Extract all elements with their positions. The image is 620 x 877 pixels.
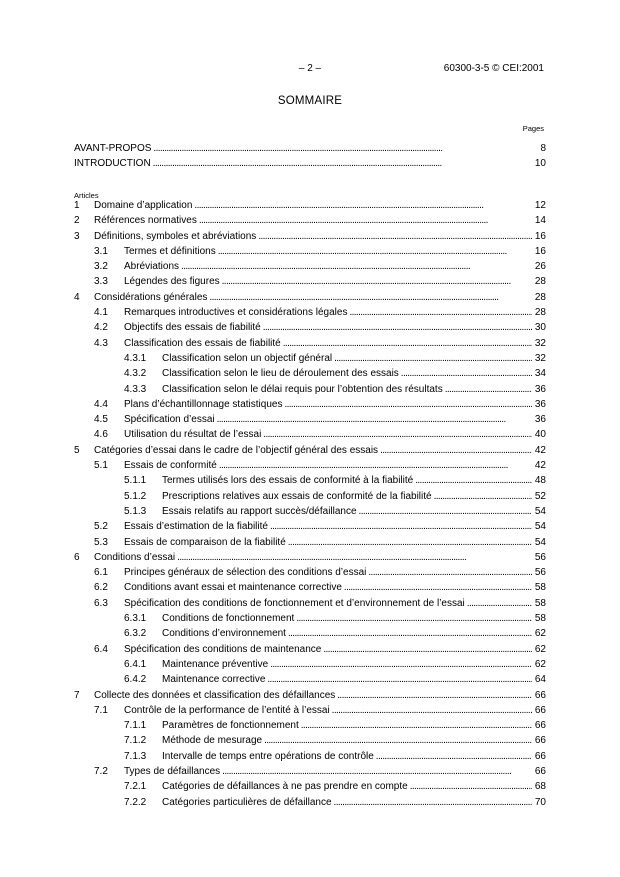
toc-entry-page: 30: [534, 322, 546, 334]
toc-entry[interactable]: [74, 751, 546, 766]
toc-entry[interactable]: [74, 353, 546, 368]
toc-entry-page: 70: [534, 796, 546, 808]
toc-entry-title: Catégories de défaillances à ne pas prendre en compte: [162, 781, 408, 793]
toc-entry-page: 56: [534, 567, 546, 579]
toc-entry[interactable]: [74, 781, 546, 796]
toc-entry-number: 4: [74, 291, 80, 303]
toc-entry[interactable]: [74, 644, 546, 659]
toc-entry-number: 5: [74, 444, 80, 456]
toc-entry-page: 64: [534, 674, 546, 686]
toc-entry-number: 3.1: [94, 245, 108, 257]
toc-entry[interactable]: [74, 690, 546, 705]
toc-entry-title: Conditions de fonctionnement: [162, 613, 295, 625]
toc-entry[interactable]: [74, 158, 546, 173]
toc-entry-number: 3: [74, 230, 80, 242]
toc-entry-page: 8: [540, 143, 546, 154]
toc-entry-number: 5.3: [94, 536, 108, 548]
toc-entry-page: 56: [534, 551, 546, 563]
toc-entry-page: 54: [534, 521, 546, 533]
toc-entry-page: 10: [534, 158, 546, 170]
toc-entry-number: 6.4.1: [124, 658, 147, 670]
toc-entry-title: Remarques introductives et considérations légales: [124, 307, 348, 319]
toc-entry-page: 54: [534, 536, 546, 548]
toc-entry[interactable]: [74, 231, 546, 246]
page-title: SOMMAIRE: [277, 95, 343, 107]
toc-entry-number: 4.1: [94, 307, 108, 319]
pages-column-label: Pages: [522, 124, 544, 133]
toc-entry[interactable]: [74, 307, 546, 322]
toc-entry-title: Spécification des conditions de fonctionnement et d’environnement de l’essai: [124, 597, 465, 609]
toc-entry-number: 6.2: [94, 582, 108, 594]
toc-entry-title: Prescriptions relatives aux essais de conformité de la fiabilité: [162, 490, 432, 502]
toc-entry[interactable]: [74, 261, 546, 276]
toc-entry-page: 36: [534, 398, 546, 410]
toc-entry-number: 5.1.3: [124, 505, 147, 517]
toc-entry[interactable]: [74, 429, 546, 444]
toc-entry-page: 40: [534, 429, 546, 441]
toc-entry-page: 66: [534, 720, 546, 732]
toc-entry-page: 28: [534, 276, 546, 288]
toc-entry-number: 7.2.2: [124, 796, 147, 808]
toc-entry-page: 32: [534, 352, 546, 364]
toc-entry-number: 6.3: [94, 597, 108, 609]
toc-entry-title: Considérations générales: [94, 291, 208, 303]
toc-entry-title: Spécification d’essai: [124, 414, 215, 426]
toc-entry[interactable]: [74, 521, 546, 536]
toc-entry-title: Spécification des conditions de maintenance: [124, 643, 322, 655]
toc-entry-number: 4.3.1: [124, 352, 147, 364]
toc-entry-title: Maintenance préventive: [162, 658, 269, 670]
toc-entry-number: 3.3: [94, 276, 108, 288]
toc-entry-title: Termes et définitions: [124, 245, 216, 257]
toc-entry[interactable]: [74, 506, 546, 521]
toc-entry-page: 26: [534, 261, 546, 273]
toc-entry-title: Essais d’estimation de la fiabilité: [124, 521, 268, 533]
toc-entry-page: 62: [534, 658, 546, 670]
toc-entry-number: 4.4: [94, 398, 108, 410]
toc-entry-title: Légendes des figures: [124, 276, 220, 288]
toc-entry[interactable]: [74, 292, 546, 307]
toc-entry-number: 5.1: [94, 460, 108, 472]
toc-entry[interactable]: [74, 705, 546, 720]
toc-entry[interactable]: [74, 720, 546, 735]
toc-entry-title: Types de défaillances: [124, 765, 221, 777]
toc-entry-page: 48: [534, 475, 546, 487]
toc-entry-page: 58: [534, 582, 546, 594]
toc-entry[interactable]: [74, 735, 546, 750]
toc-entry-number: 4.5: [94, 414, 108, 426]
toc-entry[interactable]: [74, 384, 546, 399]
toc-entry-title: Collecte des données et classification des défaillances: [94, 689, 336, 701]
toc-entry[interactable]: [74, 414, 546, 429]
toc-entry-number: 6.3.2: [124, 628, 147, 640]
toc-entry-title: Classification des essais de fiabilité: [124, 337, 281, 349]
toc-entry-number: 7.1: [94, 704, 108, 716]
toc-entry[interactable]: [74, 276, 546, 291]
toc-entry-page: 36: [534, 414, 546, 426]
toc-entry-page: 66: [534, 689, 546, 701]
toc-entry-title: Domaine d’application: [94, 200, 193, 211]
toc-entry[interactable]: [74, 567, 546, 582]
toc-entry-title: Catégories d’essai dans le cadre de l’objectif général des essais: [94, 444, 379, 456]
toc-entry[interactable]: [74, 537, 546, 552]
toc-entry-number: 7.1.2: [124, 735, 147, 747]
toc-entry-title: Définitions, symboles et abréviations: [94, 230, 257, 242]
toc-entry-page: 28: [534, 307, 546, 319]
toc-entry-page: 36: [534, 383, 546, 395]
toc-entry[interactable]: [74, 674, 546, 689]
toc-entry-title: Classification selon un objectif général: [162, 352, 333, 364]
toc-articles: [74, 188, 546, 812]
toc-entry[interactable]: [74, 322, 546, 337]
toc-entry-number: 4.3.3: [124, 383, 147, 395]
toc-entry-page: 62: [534, 643, 546, 655]
toc-entry-number: 6.3.1: [124, 613, 147, 625]
articles-label: Articles: [74, 191, 99, 200]
toc-entry-number: 7.2.1: [124, 781, 147, 793]
toc-entry-number: 5.1.2: [124, 490, 147, 502]
toc-entry-title: Classification selon le délai requis pour l’obtention des résultats: [162, 383, 443, 395]
toc-entry-title: Objectifs des essais de fiabilité: [124, 322, 261, 334]
toc-entry[interactable]: [74, 491, 546, 506]
toc-entry-page: 54: [534, 505, 546, 517]
toc-entry-title: Catégories particulières de défaillance: [162, 796, 332, 808]
toc-entry-number: 7.1.1: [124, 720, 147, 732]
toc-entry-title: Classification selon le lieu de déroulement des essais: [162, 368, 399, 380]
toc-entry[interactable]: [74, 659, 546, 674]
toc-entry[interactable]: [74, 200, 546, 215]
toc-entry-title: Méthode de mesurage: [162, 735, 263, 747]
toc-entry[interactable]: [74, 475, 546, 490]
toc-entry-number: 7.2: [94, 765, 108, 777]
toc-entry-title: Plans d’échantillonnage statistiques: [124, 398, 283, 410]
toc-entry[interactable]: [74, 215, 546, 230]
toc-entry-title: Essais de conformité: [124, 460, 217, 472]
toc-entry-page: 66: [534, 735, 546, 747]
toc-entry-title: Maintenance corrective: [162, 674, 266, 686]
toc-entry-number: 5.1.1: [124, 475, 147, 487]
toc-entry-page: 16: [534, 230, 546, 242]
toc-entry-title: Utilisation du résultat de l’essai: [124, 429, 262, 441]
page-number: – 2 –: [298, 63, 322, 74]
toc-entry-title: Principes généraux de sélection des conditions d’essai: [124, 567, 367, 579]
toc-entry-number: 6.4: [94, 643, 108, 655]
toc-entry-title: Paramètres de fonctionnement: [162, 720, 299, 732]
toc-entry[interactable]: [74, 598, 546, 613]
toc-entry-number: 6.4.2: [124, 674, 147, 686]
toc-entry-title: Abréviations: [124, 261, 180, 273]
toc-entry-number: 4.2: [94, 322, 108, 334]
toc-entry-number: 4.6: [94, 429, 108, 441]
toc-entry[interactable]: [74, 143, 546, 158]
toc-entry-page: 52: [534, 490, 546, 502]
toc-entry-title: Conditions d’environnement: [162, 628, 286, 640]
toc-entry-page: 58: [534, 597, 546, 609]
toc-entry[interactable]: [74, 766, 546, 781]
document-reference: 60300-3-5 © CEI:2001: [443, 63, 544, 74]
toc-entry-title: Intervalle de temps entre opérations de contrôle: [162, 750, 374, 762]
toc-entry-page: 16: [534, 245, 546, 257]
toc-entry-title: Contrôle de la performance de l’entité à l’essai: [124, 704, 330, 716]
toc-entry-title: Conditions d’essai: [94, 551, 176, 563]
toc-entry[interactable]: [74, 797, 546, 812]
toc-entry-number: 6: [74, 551, 80, 563]
toc-entry-title: INTRODUCTION: [74, 158, 151, 170]
toc-entry-number: 3.2: [94, 261, 108, 273]
toc-entry-title: AVANT-PROPOS: [74, 143, 152, 154]
toc-entry-page: 68: [534, 781, 546, 793]
toc-entry-number: 7: [74, 689, 80, 701]
toc-entry-page: 42: [534, 460, 546, 472]
toc-entry-title: Termes utilisés lors des essais de conformité à la fiabilité: [162, 475, 414, 487]
toc-entry-number: 5.2: [94, 521, 108, 533]
toc-entry[interactable]: [74, 460, 546, 475]
toc-entry-title: Essais de comparaison de la fiabilité: [124, 536, 286, 548]
toc-entry-number: 6.1: [94, 567, 108, 579]
toc-entry[interactable]: [74, 246, 546, 261]
toc-entry-title: Essais relatifs au rapport succès/défaillance: [162, 505, 357, 517]
toc-front-matter: [74, 143, 546, 174]
toc-entry-page: 12: [534, 200, 546, 211]
toc-entry-page: 42: [534, 444, 546, 456]
toc-entry-number: 4.3: [94, 337, 108, 349]
toc-entry-page: 62: [534, 628, 546, 640]
toc-entry-title: Conditions avant essai et maintenance corrective: [124, 582, 342, 594]
toc-entry[interactable]: [74, 399, 546, 414]
toc-entry-number: 2: [74, 215, 80, 227]
toc-entry-title: Références normatives: [94, 215, 197, 227]
toc-entry-page: 58: [534, 613, 546, 625]
toc-entry-page: 66: [534, 750, 546, 762]
toc-entry-page: 14: [534, 215, 546, 227]
toc-entry-number: 7.1.3: [124, 750, 147, 762]
toc-list: [74, 200, 546, 812]
toc-entry[interactable]: [74, 628, 546, 643]
toc-entry-number: 1: [74, 200, 80, 211]
toc-entry-page: 34: [534, 368, 546, 380]
toc-entry[interactable]: [74, 338, 546, 353]
toc-entry-page: 66: [534, 765, 546, 777]
toc-entry[interactable]: [74, 445, 546, 460]
toc-entry-page: 32: [534, 337, 546, 349]
toc-entry-number: 4.3.2: [124, 368, 147, 380]
toc-entry[interactable]: [74, 552, 546, 567]
toc-entry-page: 66: [534, 704, 546, 716]
toc-entry-page: 28: [534, 291, 546, 303]
toc-entry[interactable]: [74, 582, 546, 597]
toc-entry[interactable]: [74, 613, 546, 628]
toc-entry[interactable]: [74, 368, 546, 383]
